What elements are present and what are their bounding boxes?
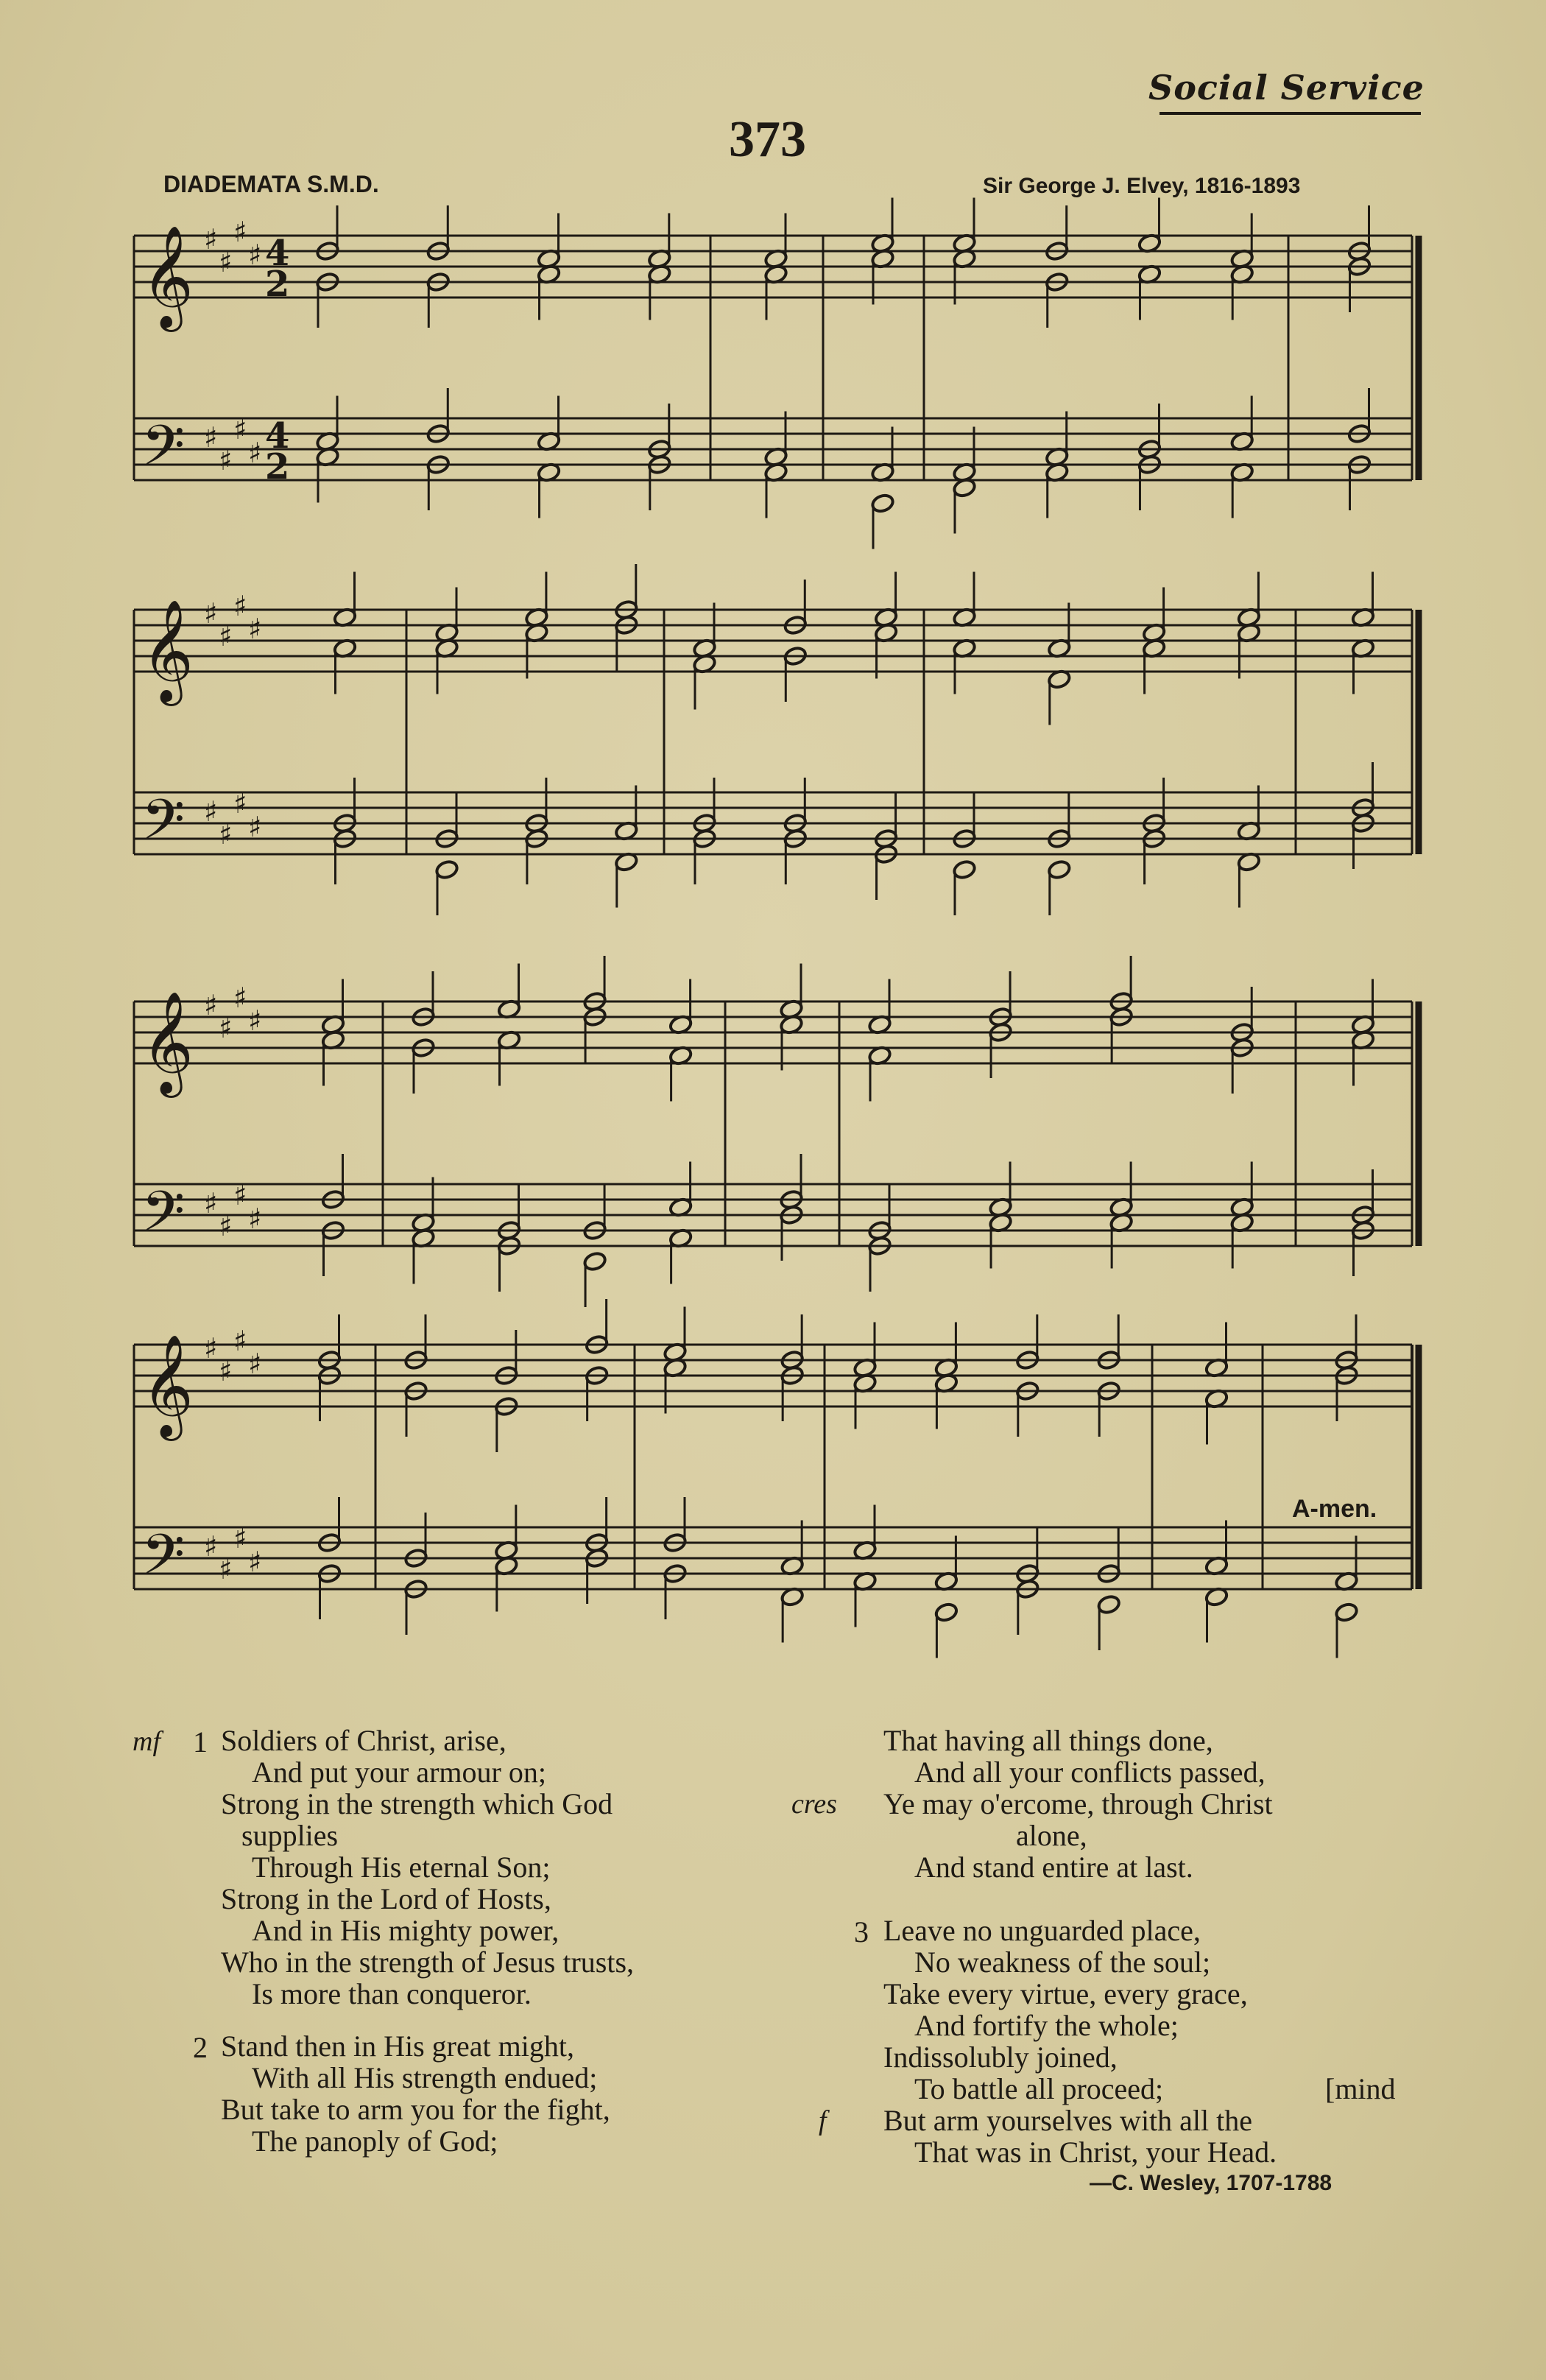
sharp-icon: ♯ bbox=[233, 216, 247, 248]
verse-line: alone, bbox=[1016, 1819, 1087, 1852]
sharp-icon: ♯ bbox=[204, 1187, 218, 1219]
author-attribution: —C. Wesley, 1707-1788 bbox=[1090, 2171, 1333, 2195]
tune-name: DIADEMATA S.M.D. bbox=[163, 171, 379, 197]
verse-line: [mind bbox=[1325, 2072, 1396, 2105]
treble-clef-icon: 𝄞 bbox=[141, 225, 194, 328]
verse-line: To battle all proceed; bbox=[914, 2072, 1164, 2105]
time-signature-top: 4 bbox=[265, 415, 290, 457]
sharp-icon: ♯ bbox=[248, 811, 262, 843]
verse-line: No weakness of the soul; bbox=[914, 1946, 1211, 1979]
time-signature-bottom: 2 bbox=[265, 446, 290, 487]
sharp-icon: ♯ bbox=[219, 1355, 233, 1387]
sharp-icon: ♯ bbox=[233, 1325, 247, 1357]
composer-credit: Sir George J. Elvey, 1816-1893 bbox=[983, 174, 1301, 198]
verse-number-1: 1 bbox=[193, 1725, 208, 1758]
verse-line: And stand entire at last. bbox=[914, 1851, 1193, 1884]
dynamic-mf: mf bbox=[133, 1726, 160, 1757]
bass-clef-icon: 𝄢 bbox=[141, 787, 186, 866]
verse-2-continuation bbox=[883, 1725, 1273, 1883]
verse-line: But take to arm you for the fight, bbox=[221, 2093, 610, 2126]
dynamic-cres: cres bbox=[791, 1789, 837, 1820]
time-signature-top: 4 bbox=[265, 233, 290, 274]
sharp-icon: ♯ bbox=[204, 421, 218, 454]
dynamic-f: f bbox=[819, 2105, 827, 2136]
treble-clef-icon: 𝄞 bbox=[141, 599, 194, 702]
verse-line: Indissolubly joined, bbox=[883, 2041, 1118, 2074]
sharp-icon: ♯ bbox=[219, 620, 233, 652]
sharp-icon: ♯ bbox=[248, 437, 262, 469]
verse-line: Is more than conqueror. bbox=[252, 1977, 532, 2010]
verse-line: And fortify the whole; bbox=[914, 2009, 1179, 2042]
verse-number-3: 3 bbox=[854, 1915, 869, 1948]
verse-line: Strong in the Lord of Hosts, bbox=[221, 1882, 551, 1915]
sharp-icon: ♯ bbox=[219, 1012, 233, 1044]
verse-2 bbox=[221, 2030, 610, 2157]
verse-line: And in His mighty power, bbox=[252, 1914, 560, 1947]
sharp-icon: ♯ bbox=[233, 1522, 247, 1555]
verse-line: Take every virtue, every grace, bbox=[883, 1977, 1248, 2010]
treble-clef-icon: 𝄞 bbox=[141, 991, 194, 1094]
sharp-icon: ♯ bbox=[248, 1546, 262, 1578]
verse-line: And put your armour on; bbox=[252, 1756, 546, 1789]
sharp-icon: ♯ bbox=[219, 444, 233, 476]
treble-clef-icon: 𝄞 bbox=[141, 1334, 194, 1437]
sharp-icon: ♯ bbox=[219, 246, 233, 278]
sharp-icon: ♯ bbox=[233, 787, 247, 820]
sharp-icon: ♯ bbox=[204, 1530, 218, 1563]
sharp-icon: ♯ bbox=[219, 1210, 233, 1242]
verse-line: Who in the strength of Jesus trusts, bbox=[221, 1946, 635, 1979]
verse-line: Through His eternal Son; bbox=[252, 1851, 551, 1884]
verse-line: With all His strength endued; bbox=[252, 2061, 598, 2094]
sharp-icon: ♯ bbox=[248, 1203, 262, 1235]
verse-line: Leave no unguarded place, bbox=[883, 1914, 1201, 1947]
bass-clef-icon: 𝄢 bbox=[141, 413, 186, 492]
bass-clef-icon: 𝄢 bbox=[141, 1179, 186, 1258]
verse-number-2: 2 bbox=[193, 2031, 208, 2064]
sharp-icon: ♯ bbox=[233, 1179, 247, 1211]
verse-line: supplies bbox=[241, 1819, 339, 1852]
sharp-icon: ♯ bbox=[204, 989, 218, 1021]
sharp-icon: ♯ bbox=[204, 597, 218, 630]
verse-line: Ye may o'ercome, through Christ bbox=[883, 1787, 1273, 1820]
sharp-icon: ♯ bbox=[204, 1332, 218, 1365]
sharp-icon: ♯ bbox=[248, 239, 262, 271]
verse-line: That was in Christ, your Head. bbox=[914, 2136, 1277, 2169]
sharp-icon: ♯ bbox=[233, 590, 247, 622]
section-title: Social Service bbox=[1148, 68, 1425, 108]
sharp-icon: ♯ bbox=[233, 982, 247, 1014]
hymn-number: 373 bbox=[729, 111, 806, 168]
sharp-icon: ♯ bbox=[204, 223, 218, 256]
sharp-icon: ♯ bbox=[248, 1004, 262, 1037]
verse-1 bbox=[221, 1725, 634, 2010]
sharp-icon: ♯ bbox=[219, 1553, 233, 1585]
verse-3 bbox=[883, 1915, 1248, 2105]
verse-line: Stand then in His great might, bbox=[221, 2029, 574, 2063]
verse-line: Strong in the strength which God bbox=[221, 1787, 613, 1820]
verse-3-wrap bbox=[1325, 2073, 1396, 2105]
amen-label: A-men. bbox=[1292, 1495, 1377, 1523]
verse-line: But arm yourselves with all the bbox=[883, 2104, 1253, 2137]
sharp-icon: ♯ bbox=[233, 413, 247, 446]
time-signature-bottom: 2 bbox=[265, 264, 290, 305]
sharp-icon: ♯ bbox=[248, 1348, 262, 1380]
bass-clef-icon: 𝄢 bbox=[141, 1522, 186, 1601]
verse-line: Soldiers of Christ, arise, bbox=[221, 1724, 506, 1757]
verse-3-end bbox=[883, 2105, 1277, 2168]
sharp-icon: ♯ bbox=[204, 795, 218, 828]
sharp-icon: ♯ bbox=[248, 613, 262, 645]
verse-line: The panoply of God; bbox=[252, 2124, 498, 2158]
verse-line: That having all things done, bbox=[883, 1724, 1213, 1757]
verse-line: And all your conflicts passed, bbox=[914, 1756, 1266, 1789]
sharp-icon: ♯ bbox=[219, 818, 233, 851]
